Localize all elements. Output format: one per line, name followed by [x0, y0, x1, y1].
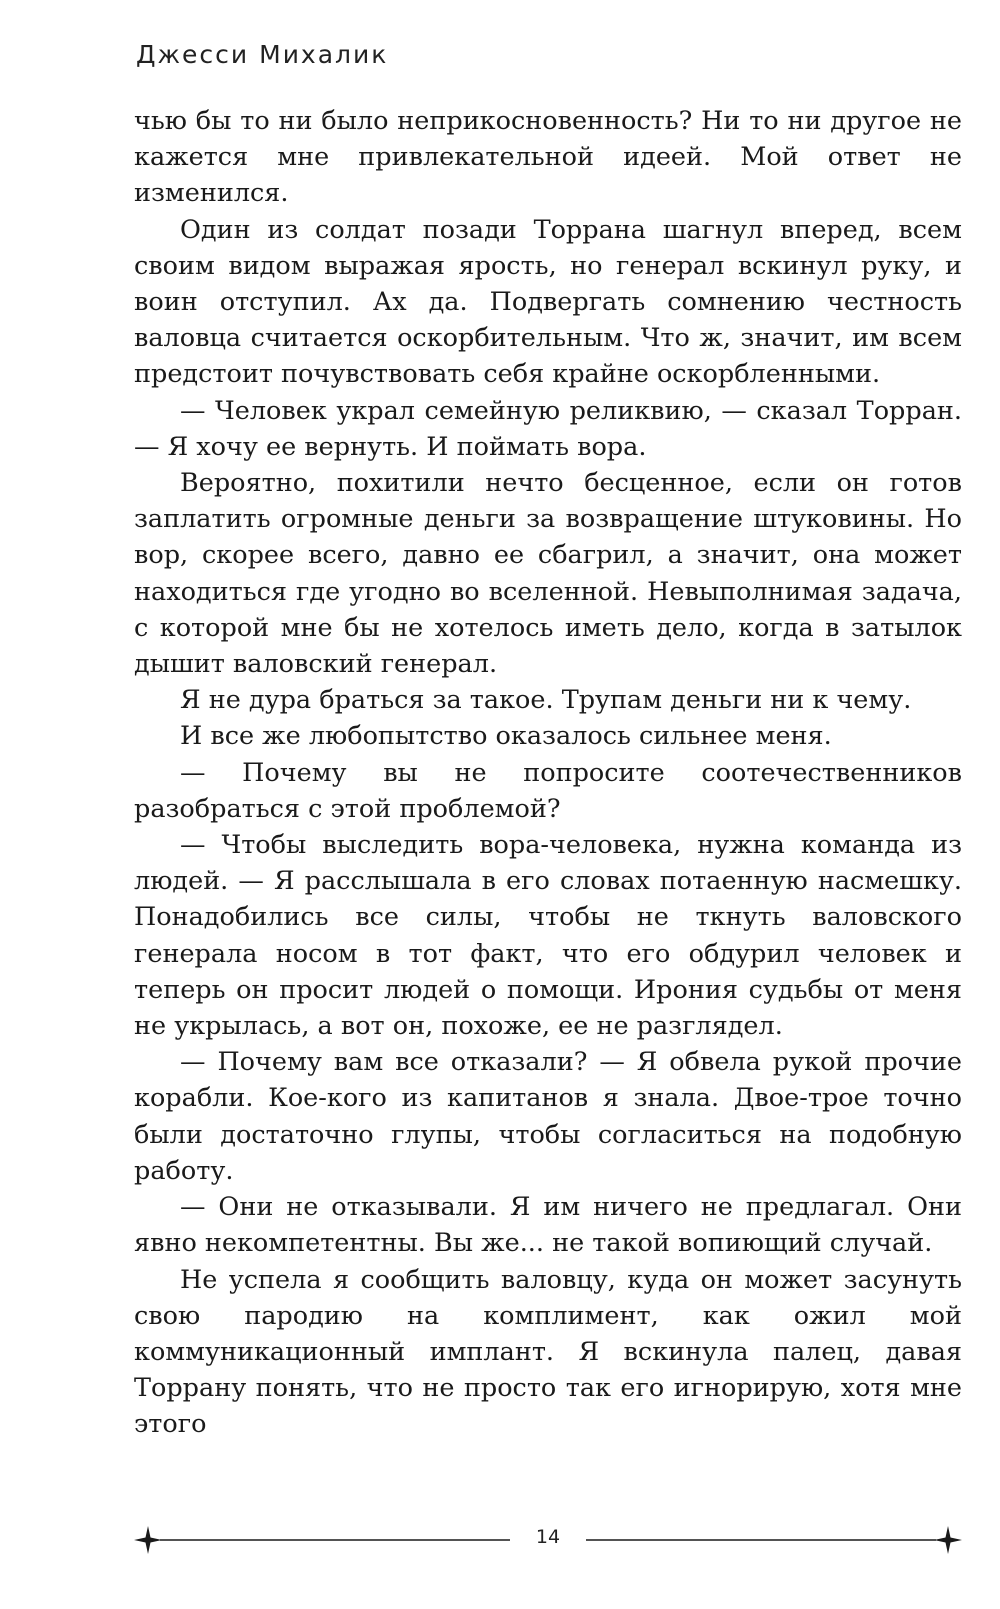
running-header-author: Джесси Михалик: [136, 40, 389, 69]
paragraph-3: — Человек украл семейную реликвию, — сказал Торран. — Я хочу ее вернуть. И поймать вора.: [134, 395, 962, 462]
paragraph-1: чью бы то ни было неприкосновенность? Ни то ни другое не кажется мне привлекательной идеей. Мой ответ не изменился.: [134, 106, 962, 209]
paragraph-7: — Почему вы не попросите соотечественников разобраться с этой проблемой?: [134, 757, 962, 824]
paragraph-2: Один из солдат позади Торрана шагнул вперед, всем своим видом выражая ярость, но генерал вскинул руку, и воин отступил. Ах да. Подвергать сомнению честность валовца считается оскорбительным. Что ж, значит, им всем предстоит почувствовать себя крайне оскорбленными.: [134, 214, 962, 390]
page-body: [134, 103, 962, 1443]
paragraph-4: Вероятно, похитили нечто бесценное, если он готов заплатить огромные деньги за возвращение штуковины. Но вор, скорее всего, давно ее сбагрил, а значит, она может находиться где угодно во вселенной. Невыполнимая задача, с которой мне бы не хотелось иметь дело, когда в затылок дышит валовский генерал.: [134, 468, 962, 680]
paragraph-6: И все же любопытство оказалось сильнее меня.: [180, 721, 832, 752]
page-footer: [134, 1524, 962, 1554]
page-number: 14: [535, 1526, 561, 1548]
paragraph-9: — Почему вам все отказали? — Я обвела рукой прочие корабли. Кое-кого из капитанов я знала. Двое-трое точно были достаточно глупы, чтобы согласиться на подобную работу.: [134, 1047, 962, 1186]
paragraph-11: Не успела я сообщить валовцу, куда он может засунуть свою пародию на комплимент, как ожил мой коммуникационный имплант. Я вскинула палец, давая Торрану понять, что не просто так его игнорирую, хотя мне этого: [134, 1264, 962, 1440]
paragraph-10: — Они не отказывали. Я им ничего не предлагал. Они явно некомпетентны. Вы же... не такой вопиющий случай.: [134, 1192, 962, 1259]
paragraph-5: Я не дура браться за такое. Трупам деньги ни к чему.: [180, 685, 912, 716]
paragraph-8: — Чтобы выследить вора-человека, нужна команда из людей. — Я расслышала в его словах потаенную насмешку. Понадобились все силы, чтобы не ткнуть валовского генерала носом в тот факт, что его обдурил человек и теперь он просит людей о помощи. Ирония судьбы от меня не укрылась, а вот он, похоже, ее не разглядел.: [134, 830, 962, 1042]
